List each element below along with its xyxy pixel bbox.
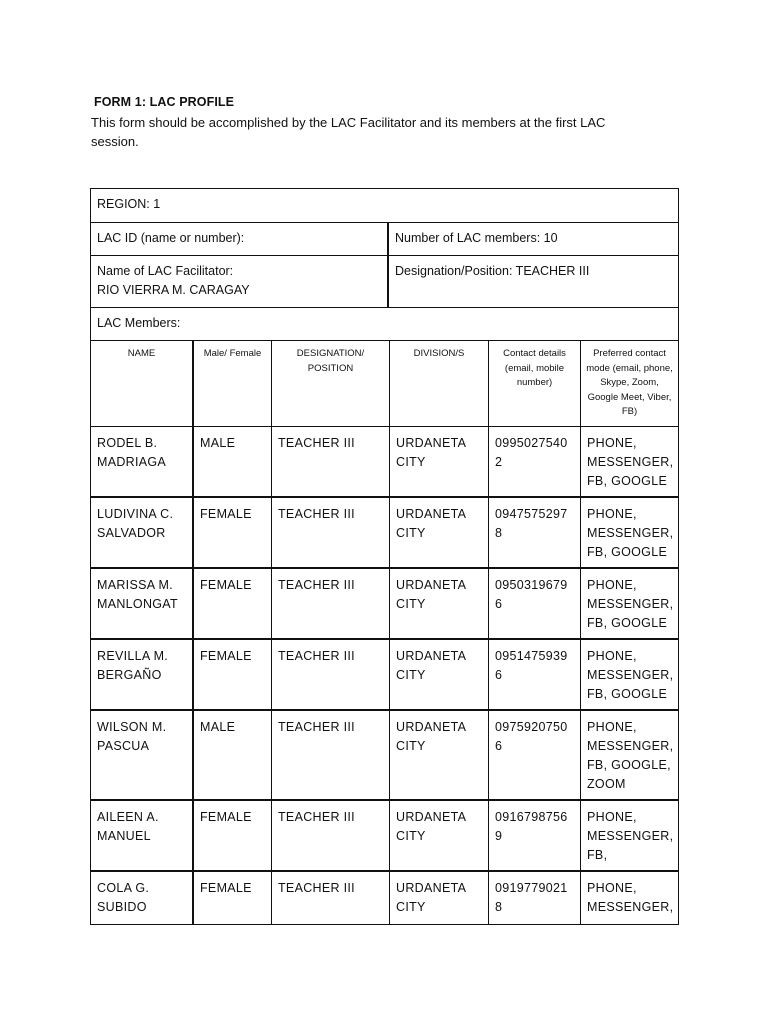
member-count-cell: Number of LAC members: 10 [389,223,679,255]
member-sex: FEMALE [194,640,272,709]
member-position: TEACHER III [272,711,390,799]
member-contact: 09950275402 [489,427,581,496]
member-contact: 09514759396 [489,640,581,709]
member-contact-mode: PHONE, MESSENGER, FB, [581,801,679,870]
member-contact: 09475752978 [489,498,581,567]
member-name: RODEL B. MADRIAGA [91,427,194,496]
header-name: NAME [91,341,194,426]
member-sex: MALE [194,711,272,799]
member-division: URDANETA CITY [390,640,489,709]
designation-cell: Designation/Position: TEACHER III [389,256,679,307]
table-row [91,427,679,498]
facilitator-label: Name of LAC Facilitator: [97,264,234,278]
members-body [91,427,679,925]
member-position: TEACHER III [272,640,390,709]
member-contact-mode: PHONE, MESSENGER, [581,872,679,924]
lac-id-cell: LAC ID (name or number): [91,223,389,255]
member-position: TEACHER III [272,801,390,870]
member-name: LUDIVINA C. SALVADOR [91,498,194,567]
region-row [91,189,679,223]
table-row [91,872,679,925]
region-cell: REGION: 1 [91,189,679,222]
table-row [91,711,679,801]
member-division: URDANETA CITY [390,498,489,567]
member-contact: 09503196796 [489,569,581,638]
member-name: REVILLA M. BERGAÑO [91,640,194,709]
facilitator-row [91,256,679,308]
member-contact: 09197790218 [489,872,581,924]
member-position: TEACHER III [272,427,390,496]
members-label-row [91,308,679,341]
member-division: URDANETA CITY [390,569,489,638]
member-name: COLA G. SUBIDO [91,872,194,924]
member-name: AILEEN A. MANUEL [91,801,194,870]
member-position: TEACHER III [272,569,390,638]
member-contact-mode: PHONE, MESSENGER, FB, GOOGLE [581,640,679,709]
member-name: MARISSA M. MANLONGAT [91,569,194,638]
member-contact-mode: PHONE, MESSENGER, FB, GOOGLE [581,569,679,638]
facilitator-cell [91,256,389,307]
table-row [91,801,679,872]
members-header-row [91,341,679,427]
member-contact: 09759207506 [489,711,581,799]
member-contact-mode: PHONE, MESSENGER, FB, GOOGLE, ZOOM [581,711,679,799]
header-sex: Male/ Female [194,341,272,426]
table-row [91,498,679,569]
lac-profile-table [90,188,679,925]
header-contact: Contact details (email, mobile number) [489,341,581,426]
header-position: DESIGNATION/ POSITION [272,341,390,426]
member-contact-mode: PHONE, MESSENGER, FB, GOOGLE [581,427,679,496]
member-position: TEACHER III [272,872,390,924]
member-position: TEACHER III [272,498,390,567]
member-division: URDANETA CITY [390,872,489,924]
table-row [91,640,679,711]
form-title: FORM 1: LAC PROFILE [94,95,235,109]
facilitator-name: RIO VIERRA M. CARAGAY [97,283,250,297]
form-instructions: This form should be accomplished by the LAC Facilitator and its members at the first LAC session. [91,115,606,149]
member-contact: 09167987569 [489,801,581,870]
member-division: URDANETA CITY [390,427,489,496]
header-division: DIVISION/S [390,341,489,426]
members-label-cell: LAC Members: [91,308,679,340]
member-name: WILSON M. PASCUA [91,711,194,799]
member-sex: FEMALE [194,569,272,638]
lac-id-row [91,223,679,256]
member-division: URDANETA CITY [390,801,489,870]
table-row [91,569,679,640]
member-sex: MALE [194,427,272,496]
member-sex: FEMALE [194,498,272,567]
header-mode: Preferred contact mode (email, phone, Skype, Zoom, Google Meet, Viber, FB) [581,341,679,426]
member-sex: FEMALE [194,801,272,870]
member-division: URDANETA CITY [390,711,489,799]
member-sex: FEMALE [194,872,272,924]
member-contact-mode: PHONE, MESSENGER, FB, GOOGLE [581,498,679,567]
